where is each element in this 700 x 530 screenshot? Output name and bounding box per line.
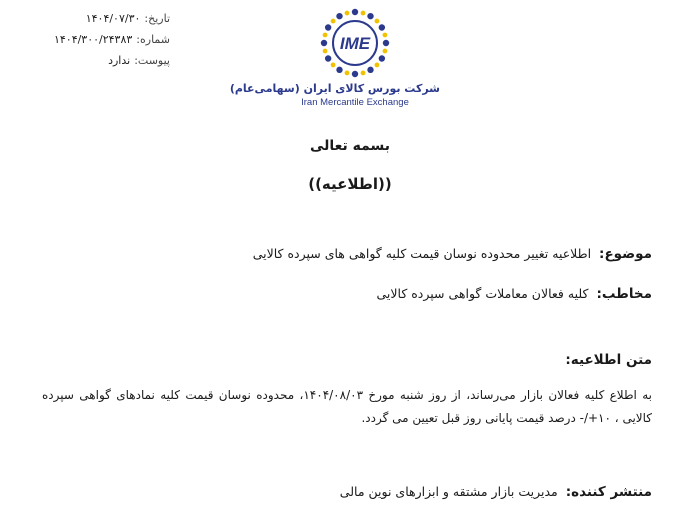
logo-dot	[321, 40, 327, 46]
logo-dot	[345, 11, 350, 16]
body-heading: متن اطلاعیه:	[565, 352, 652, 368]
audience-line	[377, 286, 653, 302]
logo-dot	[331, 63, 336, 68]
subject-value: اطلاعیه تغییر محدوده نوسان قیمت کلیه گواهی های سپرده کالایی	[252, 246, 592, 261]
ime-logo-icon	[318, 6, 392, 80]
logo-dot	[379, 24, 385, 30]
number-row	[53, 31, 170, 49]
logo-dot	[367, 13, 373, 19]
body-text: به اطلاع کلیه فعالان بازار می‌رساند، از روز شنبه مورخ ۱۴۰۴/۰۸/۰۳، محدوده نوسان قیمت کلیه نمادهای گواهی سپرده کالایی ، ۱۰+/- درصد قیمت پایانی روز قبل تعیین می گردد.	[42, 388, 652, 425]
logo-dot	[345, 71, 350, 76]
logo-dot	[383, 40, 389, 46]
attachment-row	[60, 52, 170, 70]
logo-dot	[361, 11, 366, 16]
logo-dot	[383, 33, 388, 38]
logo-dot	[331, 19, 336, 24]
attachment-label: پیوست:	[134, 54, 170, 67]
logo-dot	[383, 49, 388, 54]
publisher-line	[340, 484, 652, 500]
logo-dot	[375, 63, 380, 68]
logo-dot	[325, 24, 331, 30]
publisher-value: مدیریت بازار مشتقه و ابزارهای نوین مالی	[339, 484, 558, 499]
logo-dot	[367, 67, 373, 73]
notice-title: ((اطلاعیه))	[308, 175, 392, 193]
date-label: تاریخ:	[144, 12, 170, 25]
logo-mark-text: IME	[339, 34, 371, 53]
logo-dot	[325, 55, 331, 61]
publisher-label: منتشر کننده:	[565, 484, 652, 500]
logo-dot	[379, 55, 385, 61]
date-value: ۱۴۰۴/۰۷/۳۰	[85, 12, 141, 25]
attachment-value: ندارد	[108, 54, 131, 67]
logo-dot	[323, 33, 328, 38]
date-row	[60, 10, 170, 28]
number-value: ۱۴۰۴/۳۰۰/۲۴۳۸۳	[53, 33, 133, 46]
company-logo	[229, 6, 440, 108]
bismillah-heading: بسمه تعالی	[309, 138, 391, 154]
logo-dot	[352, 9, 358, 15]
logo-dot	[336, 67, 342, 73]
logo-dot	[375, 19, 380, 24]
logo-dot	[336, 13, 342, 19]
company-name-fa: شرکت بورس کالای ایران (سهامی‌عام)	[229, 82, 440, 95]
subject-label: موضوع:	[599, 246, 652, 262]
logo-dot	[361, 71, 366, 76]
audience-value: کلیه فعالان معاملات گواهی سپرده کالایی	[376, 286, 589, 301]
document-meta	[53, 10, 170, 73]
audience-label: مخاطب:	[596, 286, 652, 302]
logo-dot	[352, 71, 358, 77]
number-label: شماره:	[136, 33, 170, 46]
subject-line	[253, 246, 652, 262]
logo-dot	[323, 49, 328, 54]
company-name-en: Iran Mercantile Exchange	[301, 97, 409, 108]
